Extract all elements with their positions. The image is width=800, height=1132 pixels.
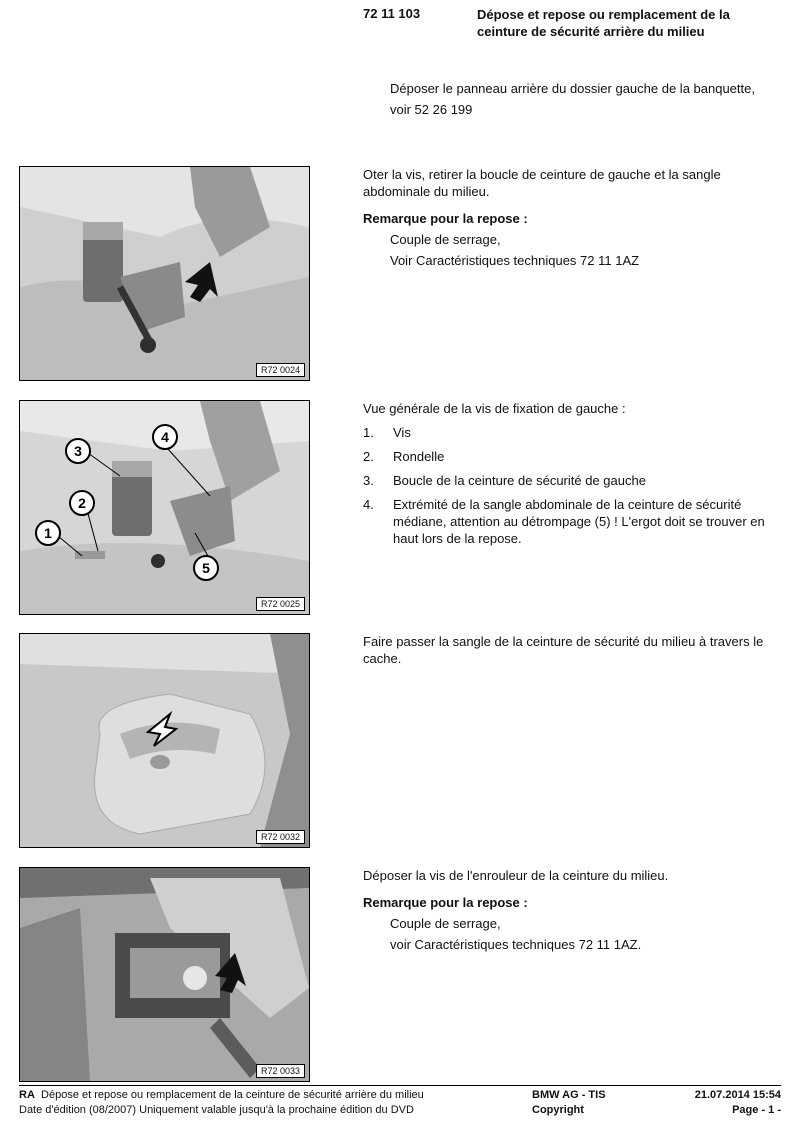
intro-line-1: Déposer le panneau arrière du dossier gauche de la banquette, <box>390 81 755 96</box>
callout-4 <box>153 425 177 449</box>
doc-number: 72 11 103 <box>363 6 421 21</box>
intro-line-2: voir 52 26 199 <box>390 102 473 117</box>
section-1-remark-line-2: Voir Caractéristiques techniques 72 11 1AZ <box>390 253 640 268</box>
page-title: Dépose et repose ou remplacement de la ceinture de sécurité arrière du milieu <box>477 7 730 39</box>
footer-copyright: Copyright <box>532 1104 584 1116</box>
belt-cover-illustration <box>20 634 309 847</box>
section-4-instruction: Déposer la vis de l'enrouleur de la ceinture du milieu. <box>363 868 669 883</box>
footer-publisher: BMW AG - TIS <box>532 1089 606 1101</box>
figure-r72-0025 <box>19 400 310 615</box>
footer-center <box>532 1088 606 1118</box>
cover-shape <box>95 694 265 834</box>
section-4-remark-title: Remarque pour la repose : <box>363 895 528 910</box>
footer-date: 21.07.2014 15:54 <box>694 1089 781 1101</box>
figure-r72-0032 <box>19 633 310 848</box>
footer-page-number: Page - 1 - <box>732 1104 781 1116</box>
section-2-intro: Vue générale de la vis de fixation de gauche : <box>363 401 626 416</box>
fixation-screw-illustration <box>20 401 309 614</box>
callout-3 <box>66 439 90 463</box>
footer-title: Dépose et repose ou remplacement de la ceinture de sécurité arrière du milieu <box>41 1089 424 1101</box>
section-2-text <box>363 400 783 554</box>
callout-2-label: 2 <box>78 495 86 511</box>
section-1-text <box>363 166 778 269</box>
callout-5 <box>194 556 218 580</box>
footer-prefix: RA <box>19 1089 35 1101</box>
figure-r72-0033 <box>19 867 310 1082</box>
callout-1 <box>36 521 60 545</box>
footer-right <box>695 1088 781 1118</box>
figure-label: R72 0033 <box>256 1064 305 1078</box>
retractor-screw-illustration <box>20 868 309 1081</box>
list-item: 1. Vis <box>363 425 411 440</box>
section-1-instruction: Oter la vis, retirer la boucle de ceinture de gauche et la sangle abdominale du milieu. <box>363 167 721 199</box>
seat-belt-buckle-illustration <box>20 167 309 380</box>
footer-edition-note: Date d'édition (08/2007) Uniquement valable jusqu'à la prochaine édition du DVD <box>19 1104 414 1116</box>
callout-3-label: 3 <box>74 443 82 459</box>
section-4-remark-line-1: Couple de serrage, <box>390 916 501 931</box>
callout-4-label: 4 <box>161 429 169 445</box>
callout-5-label: 5 <box>202 560 210 576</box>
figure-r72-0024 <box>19 166 310 381</box>
section-1-remark-title: Remarque pour la repose : <box>363 211 528 226</box>
footer-divider <box>19 1085 781 1086</box>
section-1-remark-line-1: Couple de serrage, <box>390 232 501 247</box>
figure-label: R72 0025 <box>256 597 305 611</box>
callout-2 <box>70 491 94 515</box>
list-item: 4. Extrémité de la sangle abdominale de la ceinture de sécurité médiane, attention au détrompage (5) ! L'ergot doit se trouver en haut lors de la repose. <box>363 497 765 546</box>
footer-left <box>19 1088 509 1118</box>
list-item: 3. Boucle de la ceinture de sécurité de gauche <box>363 473 646 488</box>
section-4-remark-line-2: voir Caractéristiques techniques 72 11 1AZ. <box>390 937 642 952</box>
intro-block <box>390 80 760 118</box>
callout-1-label: 1 <box>44 525 52 541</box>
figure-label: R72 0024 <box>256 363 305 377</box>
list-item: 2. Rondelle <box>363 449 445 464</box>
section-3-instruction: Faire passer la sangle de la ceinture de sécurité du milieu à travers le cache. <box>363 634 764 666</box>
section-3-text <box>363 633 778 667</box>
parts-list <box>363 424 783 547</box>
figure-label: R72 0032 <box>256 830 305 844</box>
section-4-text <box>363 867 778 953</box>
